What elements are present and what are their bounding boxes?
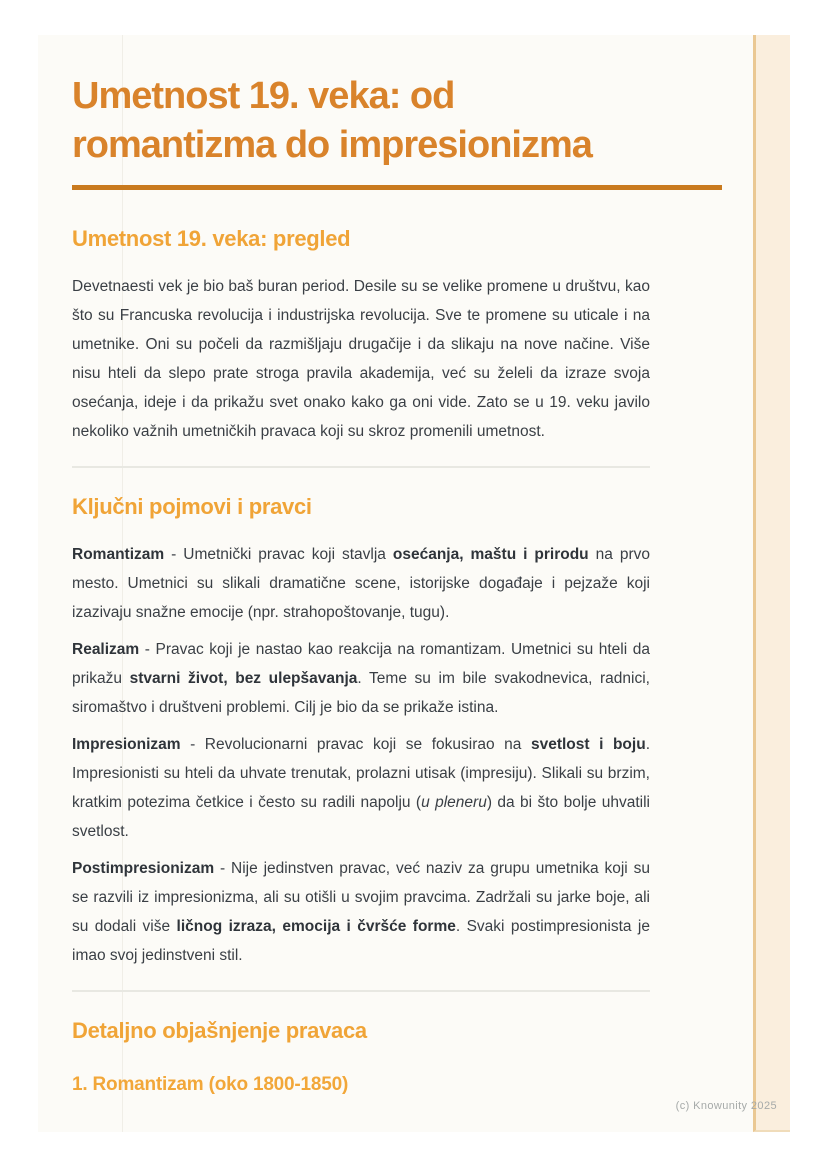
document-title (72, 72, 722, 170)
document-title-line1: Umetnost 19. veka: od (72, 75, 455, 117)
section-divider-2 (72, 990, 650, 992)
document-page (38, 35, 790, 1132)
concept-paragraph-postimpresionizam: Postimpresionizam - Nije jedinstven pravac, već naziv za grupu umetnika koji su se razvili iz impresionizma, ali su otišli u svojim pravcima. Zadržali su jarke boje, ali su dodali više ličnog izraza, emocija i čvršće forme. Svaki postimpresionista je imao svoj jedinstveni stil. (72, 860, 650, 964)
title-underline-rule (72, 185, 722, 190)
concept-paragraph-realizam: Realizam - Pravac koji je nastao kao reakcija na romantizam. Umetnici su hteli da prikažu stvarni život, bez ulepšavanja. Teme su im bile svakodnevica, radnici, siromaštvo i društveni problemi. Cilj je bio da se prikaže istina. (72, 641, 650, 716)
concept-paragraph-romantizam: Romantizam - Umetnički pravac koji stavlja osećanja, maštu i prirodu na prvo mesto. Umetnici su slikali dramatične scene, istorijske događaje i pejzaže koji izazivaju snažne emocije (npr. strahopoštovanje, tugu). (72, 546, 650, 621)
intro-paragraph: Devetnaesti vek je bio baš buran period. Desile su se velike promene u društvu, kao što su Francuska revolucija i industrijska revolucija. Sve te promene su uticale i na umetnike. Oni su počeli da razmišljaju drugačije i da slikaju na nove načine. Više nisu hteli da slepo prate stroga pravila akademija, već su želeli da izraze svoja osećanja, ideje i da prikažu svet onako kako ga oni vide. Zato se u 19. veku javilo nekoliko važnih umetničkih pravaca koji su skroz promenili umetnost. (72, 278, 650, 440)
document-title-line2: romantizma do impresionizma (72, 124, 592, 166)
concept-paragraph-impresionizam: Impresionizam - Revolucionarni pravac koji se fokusirao na svetlost i boju. Impresionisti su hteli da uhvate trenutak, prolazni utisak (impresiju). Slikali su brzim, kratkim potezima četkice i često su radili napolju (u pleneru) da bi što bolje uhvatili svetlost. (72, 736, 650, 840)
section-heading-pregled: Umetnost 19. veka: pregled (72, 226, 351, 251)
page-content (72, 35, 722, 1096)
section-divider-1 (72, 466, 650, 468)
section-heading-detaljno: Detaljno objašnjenje pravaca (72, 1018, 367, 1043)
copyright-watermark: (c) Knowunity 2025 (675, 1100, 777, 1112)
subheading-romantizam: 1. Romantizam (oko 1800-1850) (72, 1074, 349, 1095)
page-edge-stripe (753, 35, 790, 1132)
section-heading-pojmovi: Ključni pojmovi i pravci (72, 494, 312, 519)
